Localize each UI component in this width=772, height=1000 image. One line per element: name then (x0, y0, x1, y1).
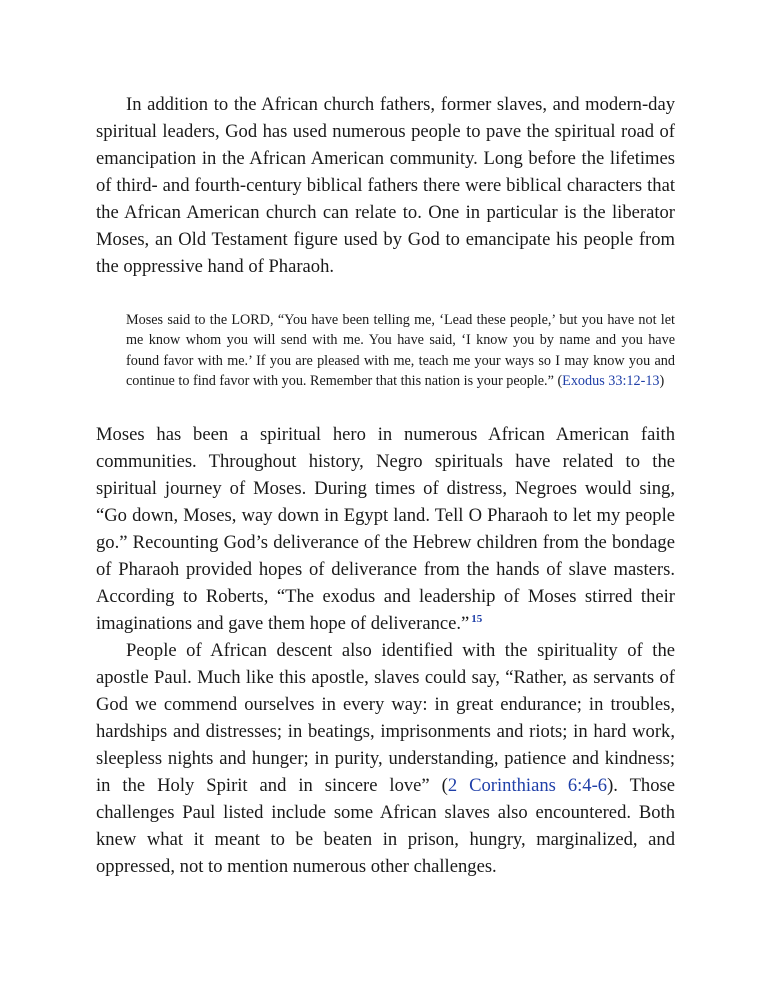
paragraph-paul-text-after: ). Those challenges Paul listed include some African slaves also encountered. Both knew what it meant to be beaten in prison, hungry, marginalized, and oppressed, not to mention numerous other challenges. (96, 775, 676, 878)
paragraph-moses-text: Moses has been a spiritual hero in numerous African American faith communities. Throughout history, Negro spirituals have related to the spiritual journey of Moses. During times of distress, Negroes would sing, “Go down, Moses, way down in Egypt land. Tell O Pharaoh to let my people go.” Recounting God’s deliverance of the Hebrew children from the bondage of Pharaoh provided hopes of deliverance from the hands of slave masters. According to Roberts, “The exodus and leadership of Moses stirred their imaginations and gave them hope of deliverance.” (96, 424, 675, 635)
paragraph-paul-text: People of African descent also identified with the spirituality of the apostle Paul. Much like this apostle, slaves could say, “Rather, as servants of God we commend ourselves in every way: in great endurance; in troubles, hardships and distresses; in beatings, imprisonments and riots; in hard work, sleepless nights and hunger; in purity, understanding, patience and kindness; in the Holy Spirit and in sincere love” ( (96, 640, 675, 797)
block-quote-close: ) (659, 372, 665, 389)
document-page (96, 91, 675, 880)
block-quote (126, 310, 675, 391)
paragraph-paul (96, 637, 675, 880)
footnote-marker[interactable]: 15 (471, 613, 483, 625)
paragraph-moses (96, 421, 675, 637)
scripture-link-corinthians[interactable]: 2 Corinthians 6:4-6 (447, 775, 608, 797)
paragraph-intro (96, 91, 675, 280)
paragraph-intro-text: In addition to the African church fathers, former slaves, and modern-day spiritual leaders, God has used numerous people to pave the spiritual road of emancipation in the African American community. Long before the lifetimes of third- and fourth-century biblical fathers there were biblical characters that the African American church can relate to. One in particular is the liberator Moses, an Old Testament figure used by God to emancipate his people from the oppressive hand of Pharaoh. (96, 94, 675, 277)
scripture-link-exodus[interactable]: Exodus 33:12-13 (562, 372, 660, 389)
block-quote-text: Moses said to the LORD, “You have been telling me, ‘Lead these people,’ but you have not let me know whom you will send with me. You have said, ‘I know you by name and you have found favor with me.’ If you are pleased with me, teach me your ways so I may know you and continue to find favor with you. Remember that this nation is your people.” ( (126, 312, 675, 389)
